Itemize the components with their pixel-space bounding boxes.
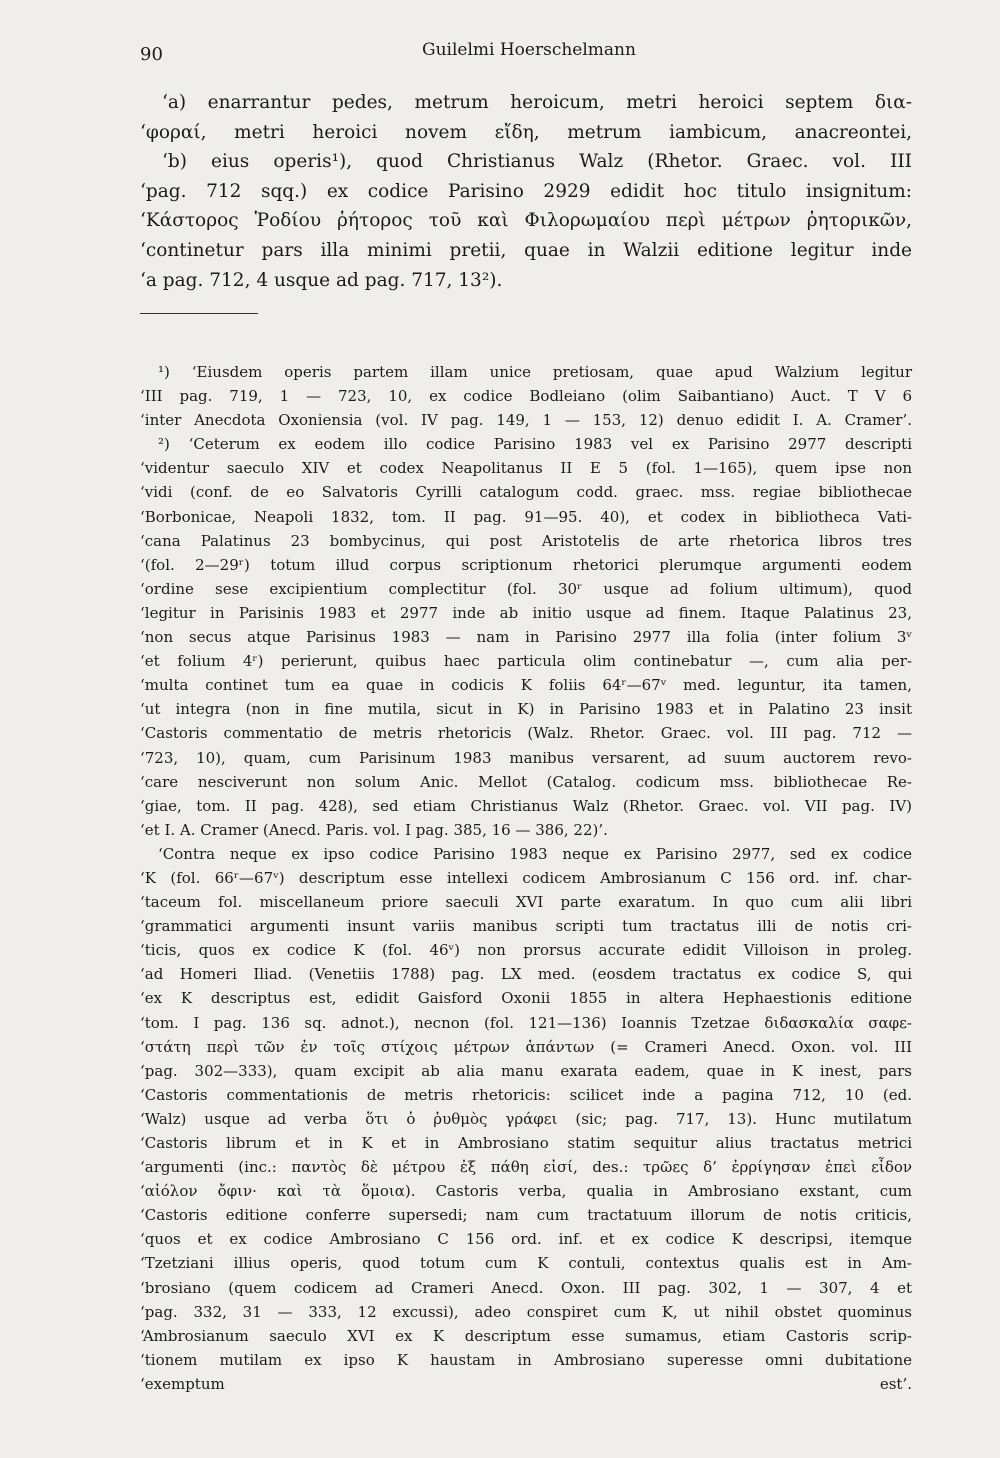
footnote-line: ‘III pag. 719, 1 — 723, 10, ex codice Bodleiano (olim Saibantiano) Auct. T V 6	[140, 387, 912, 406]
footnote-line: ‘vidi (conf. de eo Salvatoris Cyrilli catalogum codd. graec. mss. regiae bibliothecae	[140, 483, 912, 502]
footnote-line: ‘Castoris commentatio de metris rhetoricis (Walz. Rhetor. Graec. vol. III pag. 712 —	[140, 724, 912, 743]
text-line: ‘Κάστορος Ῥοδίου ῥήτορος τοῦ καὶ Φιλορωμαίου περὶ μέτρων ῥητορικῶν,	[140, 210, 912, 232]
footnote-line: ‘(fol. 2—29ʳ) totum illud corpus scriptionum rhetorici plerumque argumenti eodem	[140, 555, 912, 574]
footnote-line: ‘et folium 4ʳ) perierunt, quibus haec particula olim continebatur —, cum alia per-	[140, 652, 912, 671]
footnote-line: ‘ad Homeri Iliad. (Venetiis 1788) pag. LX med. (eosdem tractatus ex codice S, qui	[140, 965, 912, 984]
footnote-line: ‘ordine sese excipientium complectitur (fol. 30ʳ usque ad folium ultimum), quod	[140, 579, 912, 598]
page-header	[140, 38, 912, 70]
footnote-line: ‘inter Anecdota Oxoniensia (vol. IV pag. 149, 1 — 153, 12) denuo edidit I. A. Cramer’.	[140, 411, 912, 430]
footnote-line: ‘Castoris editione conferre supersedi; nam cum tractatuum illorum de notis criticis,	[140, 1206, 912, 1225]
footnote-line: ‘non secus atque Parisinus 1983 — nam in Parisino 2977 illa folia (inter folium 3ᵛ	[140, 628, 912, 647]
running-head: Guilelmi Hoerschelmann	[422, 40, 636, 60]
footnote-line: ‘Ambrosianum saeculo XVI ex K descriptum esse sumamus, etiam Castoris scrip-	[140, 1326, 912, 1345]
footnote-line: ‘ticis, quos ex codice K (fol. 46ᵛ) non prorsus accurate edidit Villoison in proleg.	[140, 941, 912, 960]
main-text	[140, 88, 912, 295]
footnote-line: ‘στάτη περὶ τῶν ἐν τοῖς στίχοις μέτρων ἁπάντων (= Crameri Anecd. Oxon. vol. III	[140, 1037, 912, 1056]
footnote-line: ¹) ‘Eiusdem operis partem illam unice pretiosam, quae apud Walzium legitur	[158, 363, 912, 381]
footnote-line: ‘multa continet tum ea quae in codicis K foliis 64ʳ—67ᵛ med. leguntur, ita tamen,	[140, 676, 912, 695]
footnote-line: ‘exemptum est’.	[140, 1374, 912, 1393]
footnote-line: ‘αἰόλον ὄφιν· καὶ τὰ ὅμοια). Castoris verba, qualia in Ambrosiano exstant, cum	[140, 1182, 912, 1201]
footnote-line: ‘Borbonicae, Neapoli 1832, tom. II pag. 91—95. 40), et codex in bibliotheca Vati-	[140, 507, 912, 526]
footnote-line: ‘Castoris commentationis de metris rhetoricis: scilicet inde a pagina 712, 10 (ed.	[140, 1085, 912, 1104]
footnote-line: ²) ‘Ceterum ex eodem illo codice Parisino 1983 vel ex Parisino 2977 descripti	[158, 435, 912, 454]
footnote-line: ‘care nesciverunt non solum Anic. Mellot (Catalog. codicum mss. bibliothecae Re-	[140, 772, 912, 791]
text-line: ‘pag. 712 sqq.) ex codice Parisino 2929 edidit hoc titulo insignitum:	[140, 180, 912, 202]
footnotes	[140, 360, 912, 1420]
footnote-line: ‘ut integra (non in fine mutila, sicut in K) in Parisino 1983 et in Palatino 23 insit	[140, 700, 912, 719]
footnote-rule	[140, 313, 258, 314]
footnote-line: ‘ex K descriptus est, edidit Gaisford Oxonii 1855 in altera Hephaestionis editione	[140, 989, 912, 1008]
footnote-line: ‘cana Palatinus 23 bombycinus, qui post Aristotelis de arte rhetorica libros tres	[140, 531, 912, 550]
footnote-line: ‘et I. A. Cramer (Anecd. Paris. vol. I pag. 385, 16 — 386, 22)’.	[140, 820, 608, 839]
footnote-line: ‘legitur in Parisinis 1983 et 2977 inde ab initio usque ad finem. Itaque Palatinus 23,	[140, 603, 912, 622]
text-line: ‘a pag. 712, 4 usque ad pag. 717, 13²).	[140, 269, 503, 291]
footnote-line	[140, 1396, 912, 1420]
text-line: ‘b) eius operis¹), quod Christianus Walz (Rhetor. Graec. vol. III	[162, 151, 912, 173]
footnote-line: ‘tionem mutilam ex ipso K haustam in Ambrosiano superesse omni dubitatione	[140, 1350, 912, 1369]
footnote-line: ‘argumenti (inc.: παντὸς δὲ μέτρου ἐξ πάθη εἰσί, des.: τρῶες δ’ ἐρρίγησαν ἐπεὶ εἶδον	[140, 1158, 912, 1177]
footnote-line: ‘Walz) usque ad verba ὅτι ὁ ῥυθμὸς γράφει (sic; pag. 717, 13). Hunc mutilatum	[140, 1109, 912, 1128]
text-line: ‘continetur pars illa minimi pretii, quae in Walzii editione legitur inde	[140, 239, 912, 261]
footnote-line: ‘tom. I pag. 136 sq. adnot.), necnon (fol. 121—136) Ioannis Tzetzae διδασκαλία σαφε-	[140, 1013, 912, 1032]
footnote-line: ‘Castoris librum et in K et in Ambrosiano statim sequitur alius tractatus metrici	[140, 1134, 912, 1152]
footnote-line: ‘K (fol. 66ʳ—67ᵛ) descriptum esse intellexi codicem Ambrosianum C 156 ord. inf. char-	[140, 868, 912, 887]
page-number: 90	[140, 44, 163, 65]
footnote-line: ‘taceum fol. miscellaneum priore saeculi XVI parte exaratum. In quo cum alii libri	[140, 893, 912, 912]
footnote-line: ‘Contra neque ex ipso codice Parisino 1983 neque ex Parisino 2977, sed ex codice	[158, 844, 912, 863]
footnote-line: ‘grammatici argumenti insunt variis manibus scripti tum tractatus illi de notis cri-	[140, 917, 912, 936]
footnote-line: ‘giae, tom. II pag. 428), sed etiam Christianus Walz (Rhetor. Graec. vol. VII pag. IV)	[140, 796, 912, 815]
footnote-line: ‘pag. 332, 31 — 333, 12 excussi), adeo conspiret cum K, ut nihil obstet quominus	[140, 1302, 912, 1321]
footnote-line: ‘Tzetziani illius operis, quod totum cum K contuli, contextus qualis est in Am-	[140, 1254, 912, 1273]
footnote-line: ‘723, 10), quam, cum Parisinum 1983 manibus versarent, ad suum auctorem revo-	[140, 748, 912, 767]
footnote-line: ‘videntur saeculo XIV et codex Neapolitanus II E 5 (fol. 1—165), quem ipse non	[140, 459, 912, 478]
text-line: ‘a) enarrantur pedes, metrum heroicum, metri heroici septem δια-	[162, 92, 912, 113]
footnote-line: ‘pag. 302—333), quam excipit ab alia manu exarata eadem, quae in K inest, pars	[140, 1061, 912, 1080]
footnote-line: ‘quos et ex codice Ambrosiano C 156 ord. inf. et ex codice K descripsi, itemque	[140, 1230, 912, 1249]
footnote-line: ‘brosiano (quem codicem ad Crameri Anecd. Oxon. III pag. 302, 1 — 307, 4 et	[140, 1278, 912, 1297]
text-line: ‘φοραί, metri heroici novem εἴδη, metrum iambicum, anacreontei,	[140, 121, 912, 143]
